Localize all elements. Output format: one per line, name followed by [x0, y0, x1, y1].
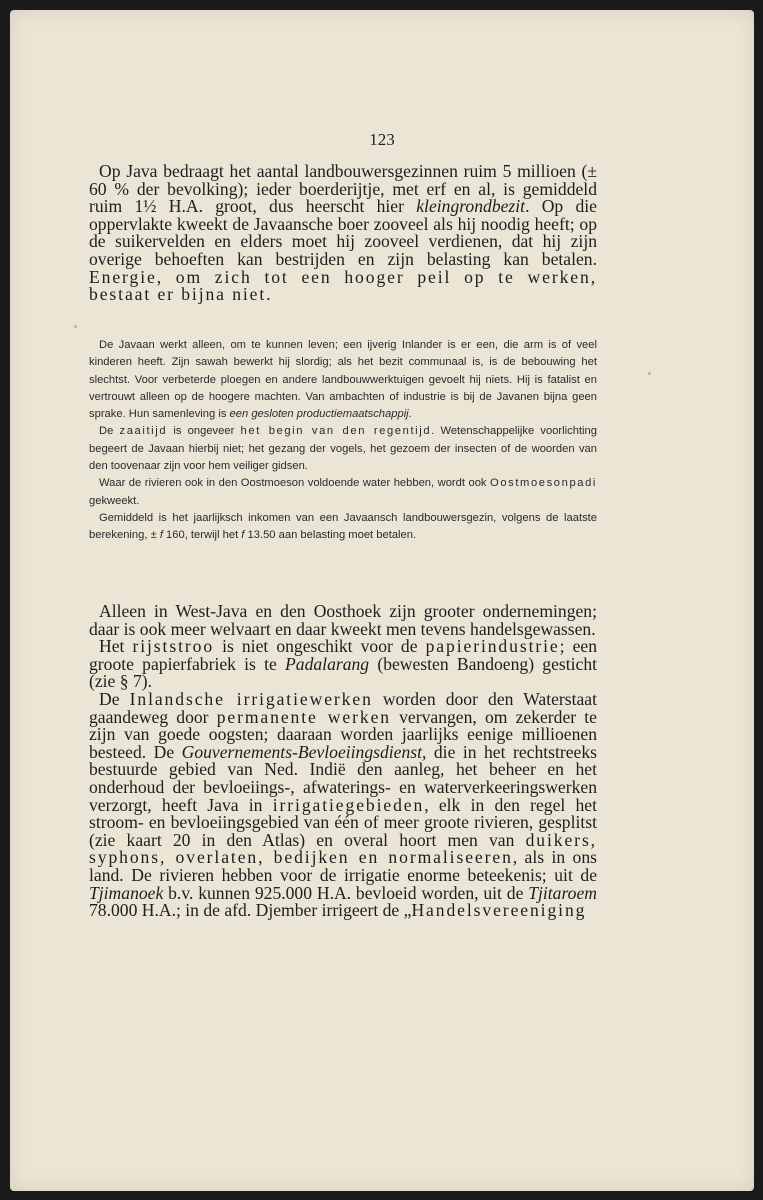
para-3-text-a: Het: [99, 636, 133, 657]
para-4-text-f: , als in ons land. De rivieren hebben voor de irrigatie enorme beteekenis; uit de: [89, 847, 597, 885]
term-papierindustrie: papierindustrie: [425, 636, 560, 657]
note-2-text-a: De: [99, 425, 120, 438]
para-1-emphasis: Energie, om zich tot een hooger peil op te werken, bestaat er bijna niet.: [89, 266, 597, 305]
note-1: [89, 337, 597, 423]
note-4-text-b: 160, terwijl het: [162, 529, 242, 542]
para-3: [89, 638, 597, 691]
note-1-text: De Javaan werkt alleen, om te kunnen leven; een ijverig Inlander is er een, die arm is of veel kinderen heeft. Zijn sawah bewerkt hij slordig; als het bezit communaal is, is de bebouwing het slechtst. Voor verbeterde ploegen en andere landbouwwerktuigen gevoelt hij niets. Hij is fatalist en vertrouwt alleen op de hoogere machten. Van ambachten of industrie is bij de Javanen bijna geen sprake. Hun samenleving is: [89, 339, 597, 421]
para-2-text: Alleen in West-Java en den Oosthoek zijn grooter ondernemingen; daar is ook meer welvaart en daar kweekt men tevens handelsgewassen.: [89, 601, 597, 639]
para-3-text-d: (bewesten Bandoeng) gesticht (zie § 7).: [89, 653, 598, 692]
para-4-text-e: , elk in den regel het stroom- en bevloeiingsgebied van één of meer groote rivieren, gesplitst (zie kaart 20 in den Atlas) en overal hoort men van: [89, 794, 597, 850]
term-productiemaatschappij: een gesloten productiemaatschappij: [229, 408, 409, 421]
note-3: [89, 475, 597, 510]
paper-speck: [74, 325, 77, 328]
note-1-end: .: [408, 408, 412, 421]
florin-sign-2: f: [241, 529, 245, 542]
paragraph-body: [89, 603, 597, 920]
term-zaaitijd: zaaitijd: [119, 425, 168, 438]
term-irrigatiegebieden: irrigatiegebieden: [272, 794, 425, 815]
term-irrigatiewerken: Inlandsche irrigatiewerken: [129, 688, 373, 709]
term-handelsvereeniging: Handelsvereeniging: [411, 900, 587, 921]
notes-block: [89, 337, 597, 545]
term-bevloeiingsdienst: Gouvernements-Bevloeiingsdienst: [181, 741, 423, 762]
book-page: [10, 10, 754, 1191]
para-4-text-g: b.v. kunnen 925.000 H.A. bevloeid worden, uit de: [163, 882, 529, 903]
para-4: [89, 688, 597, 921]
term-permanente-werken: permanente werken: [216, 706, 391, 727]
paper-speck: [648, 372, 651, 375]
note-3-text-a: Waar de rivieren ook in den Oostmoeson voldoende water hebben, wordt ook: [99, 477, 491, 490]
note-2: [89, 423, 597, 475]
term-regentijd: het begin van den regentijd: [240, 425, 432, 438]
term-duikers: duikers, syphons, overlaten, bedijken en normaliseeren: [89, 829, 597, 868]
para-4-text-b: worden door den Waterstaat gaandeweg door: [89, 688, 597, 727]
note-2-text-c: . Wetenschappelijke voorlichting begeert de Javaan hierbij niet; het gezang der vogels, het gezoem der insecten of de woorden van den toovenaar zijn voor hem veiliger gidsen.: [89, 425, 597, 473]
florin-sign-1: f: [159, 529, 163, 542]
para-4-text-c: vervangen, om zekerder te zijn van goede oogsten; daaraan worden jaarlijks eenige millioenen besteed. De: [89, 706, 597, 762]
para-4-text-d: , die in het rechtstreeks bestuurde gebied van Ned. Indië den aanleg, het beheer en het onderhoud der bevloeiings-, afwaterings- en waterverkeeringswerken verzorgt, heeft Java in: [89, 741, 597, 815]
note-4-text-a: Gemiddeld is het jaarlijksch inkomen van een Javaansch landbouwersgezin, volgens de laatste berekening, ±: [89, 511, 597, 542]
term-rijststroo: rijststroo: [132, 636, 215, 657]
note-3-text-b: gekweekt.: [89, 494, 140, 507]
term-kleingrondbezit: kleingrondbezit: [416, 196, 526, 217]
note-2-text-b: is ongeveer: [167, 425, 241, 438]
page-number: 123: [369, 130, 395, 149]
para-1-text-a: Op Java bedraagt het aantal landbouwersgezinnen ruim 5 millioen (± 60 % der bevolking); ieder boerderijtje, met erf en al, is gemiddeld ruim 1½ H.A. groot, dus heerscht hier: [89, 161, 597, 217]
river-tjitaroem: Tjitaroem: [528, 882, 597, 903]
para-1-text-b: . Op die oppervlakte kweekt de Javaansche boer zooveel als hij noodig heeft; op de suikervelden en elders moet hij zooveel verdienen, dat hij zijn overige behoeften kan bestrijden en zijn belasting kan betalen.: [89, 196, 597, 269]
para-4-text-h: 78.000 H.A.; in de afd. Djember irrigeert de „: [89, 900, 412, 921]
term-oostmoesonpadi: Oostmoesonpadi: [490, 477, 597, 490]
note-4: [89, 510, 597, 545]
para-1: [89, 163, 597, 304]
note-4-text-c: 13.50 aan belasting moet betalen.: [244, 529, 417, 542]
para-3-text-b: is niet ongeschikt voor de: [214, 636, 426, 657]
para-2: [89, 603, 597, 638]
paragraph-intro: [89, 163, 597, 304]
para-3-text-c: ; een groote papierfabriek is te: [89, 636, 597, 674]
river-tjimanoek: Tjimanoek: [89, 882, 164, 903]
place-padalarang: Padalarang: [285, 653, 370, 674]
para-4-text-a: De: [99, 688, 130, 709]
